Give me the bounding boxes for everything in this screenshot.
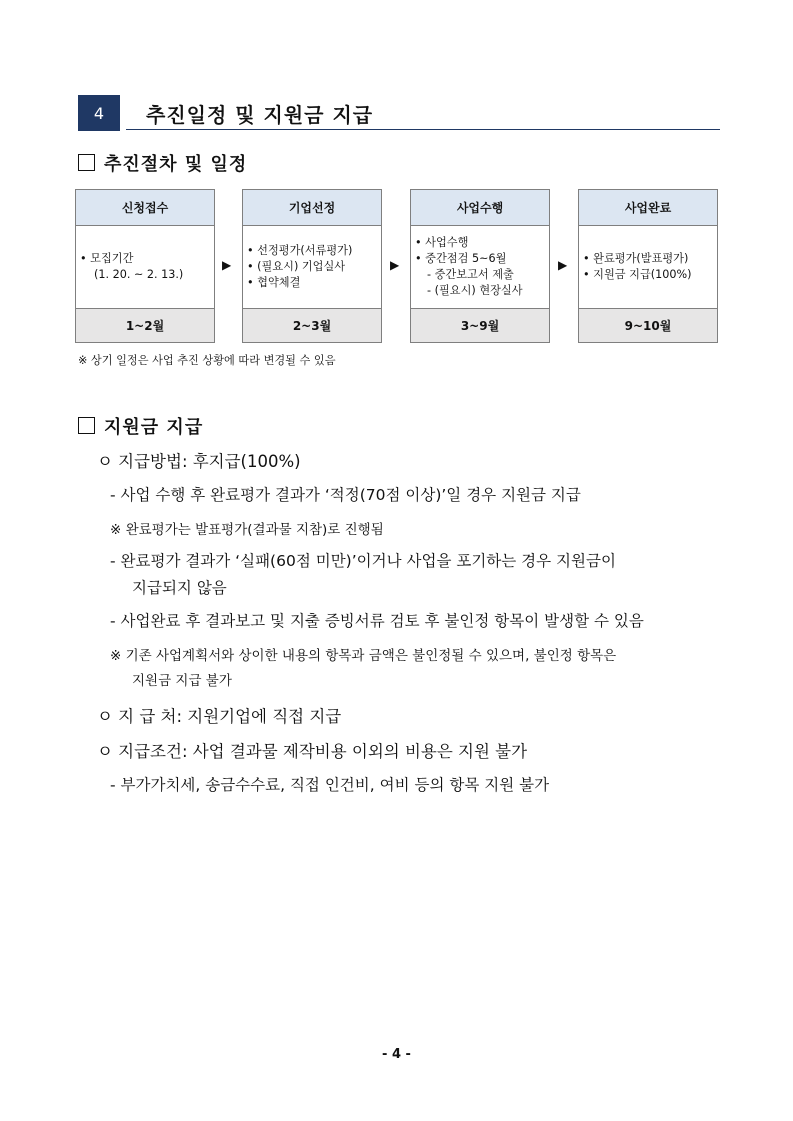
checkbox-square-icon [78,417,95,434]
process-step-item: • 모집기간 [80,252,134,265]
section-number: 4 [78,95,120,131]
payment-heading-text: 지원금 지급 [104,417,204,438]
process-step-item: • 지원금 지급(100%) [583,268,692,281]
process-step-item: • 선정평가(서류평가) [247,244,353,257]
process-step-1 [75,189,215,343]
schedule-note: ※ 상기 일정은 사업 추진 상황에 따라 변경될 수 있음 [78,354,336,367]
process-step-4 [578,189,718,343]
payment-note-cont: 지원금 지급 불가 [132,673,232,689]
payment-condition-item: - 사업완료 후 결과보고 및 지출 증빙서류 검토 후 불인정 항목이 발생할 수 있음 [110,612,644,630]
payment-method-item: ㅇ 지급방법: 후지급(100%) [97,452,301,471]
process-step-item: - (필요시) 현장실사 [427,284,523,297]
process-step-period: 2~3월 [243,309,381,342]
payment-note: ※ 기존 사업계획서와 상이한 내용의 항목과 금액은 불인정될 수 있으며, 불인정 항목은 [110,648,617,664]
process-step-period: 9~10월 [579,309,717,342]
schedule-heading-text: 추진절차 및 일정 [104,154,248,175]
process-step-item: - 중간보고서 제출 [427,268,514,281]
process-step-title: 기업선정 [243,190,381,226]
payment-condition-item: - 사업 수행 후 완료평가 결과가 ‘적정(70점 이상)’일 경우 지원금 지급 [110,486,581,504]
process-step-body [76,226,214,309]
process-step-item: (1. 20. ~ 2. 13.) [94,268,184,281]
section-title-underline [126,129,720,130]
process-step-title: 사업수행 [411,190,549,226]
process-step-3 [410,189,550,343]
process-step-period: 3~9월 [411,309,549,342]
section-title: 추진일정 및 지원금 지급 [146,103,374,127]
schedule-heading [78,150,247,176]
process-step-2 [242,189,382,343]
process-step-item: • 완료평가(발표평가) [583,252,689,265]
process-step-item: • 협약체결 [247,276,301,289]
arrow-right-icon: ▶ [558,258,568,272]
payment-terms-item: ㅇ 지급조건: 사업 결과물 제작비용 이외의 비용은 지원 불가 [97,742,528,761]
arrow-right-icon: ▶ [390,258,400,272]
payment-heading [78,413,203,439]
process-step-item: • 사업수행 [415,236,469,249]
payment-note: ※ 완료평가는 발표평가(결과물 지참)로 진행됨 [110,522,384,538]
checkbox-square-icon [78,154,95,171]
process-step-item: • 중간점검 5~6월 [415,252,507,265]
page-number: - 4 - [382,1047,411,1062]
payment-terms-detail: - 부가가치세, 송금수수료, 직접 인건비, 여비 등의 항목 지원 불가 [110,776,550,794]
process-step-body [411,226,549,309]
process-step-body [579,226,717,309]
payment-condition-item: - 완료평가 결과가 ‘실패(60점 미만)’이거나 사업을 포기하는 경우 지원금이 [110,552,616,570]
process-step-period: 1~2월 [76,309,214,342]
arrow-right-icon: ▶ [222,258,232,272]
payment-recipient-item: ㅇ 지 급 처: 지원기업에 직접 지급 [97,707,342,726]
process-step-item: • (필요시) 기업실사 [247,260,346,273]
process-step-title: 신청접수 [76,190,214,226]
payment-condition-item-cont: 지급되지 않음 [132,579,227,597]
process-step-body [243,226,381,309]
process-step-title: 사업완료 [579,190,717,226]
